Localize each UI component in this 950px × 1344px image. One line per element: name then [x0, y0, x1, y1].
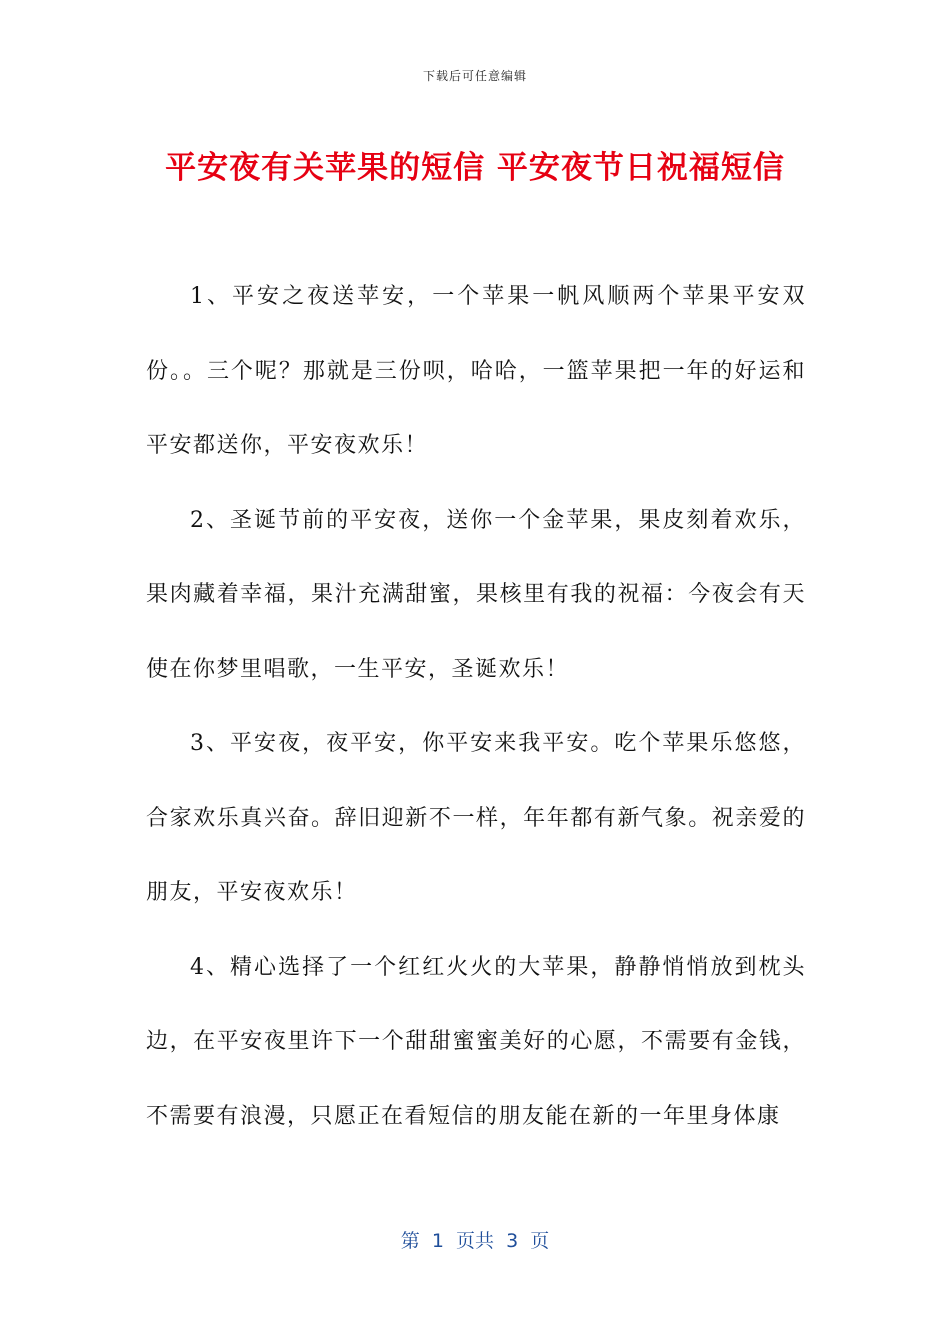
paragraph-1: 1、平安之夜送苹安，一个苹果一帆风顺两个苹果平安双份。。三个呢？那就是三份呗，哈哈，一篮苹果把一年的好运和平安都送你，平安夜欢乐！	[146, 284, 806, 458]
document-body	[146, 260, 806, 1154]
header-note: 下载后可任意编辑	[422, 69, 527, 83]
paragraph-3: 3、平安夜，夜平安，你平安来我平安。吃个苹果乐悠悠，合家欢乐真兴奋。辞旧迎新不一样，年年都有新气象。祝亲爱的朋友，平安夜欢乐！	[146, 731, 806, 905]
paragraph-4: 4、精心选择了一个红红火火的大苹果，静静悄悄放到枕头边，在平安夜里许下一个甜甜蜜蜜美好的心愿，不需要有金钱，不需要有浪漫，只愿正在看短信的朋友能在新的一年里身体康	[146, 954, 806, 1129]
page-title: 平安夜有关苹果的短信 平安夜节日祝福短信	[165, 150, 785, 186]
paragraph-2: 2、圣诞节前的平安夜，送你一个金苹果，果皮刻着欢乐，果肉藏着幸福，果汁充满甜蜜，果核里有我的祝福：今夜会有天使在你梦里唱歌，一生平安，圣诞欢乐！	[146, 507, 806, 682]
page-footer: 第 1 页共 3 页	[400, 1230, 550, 1252]
